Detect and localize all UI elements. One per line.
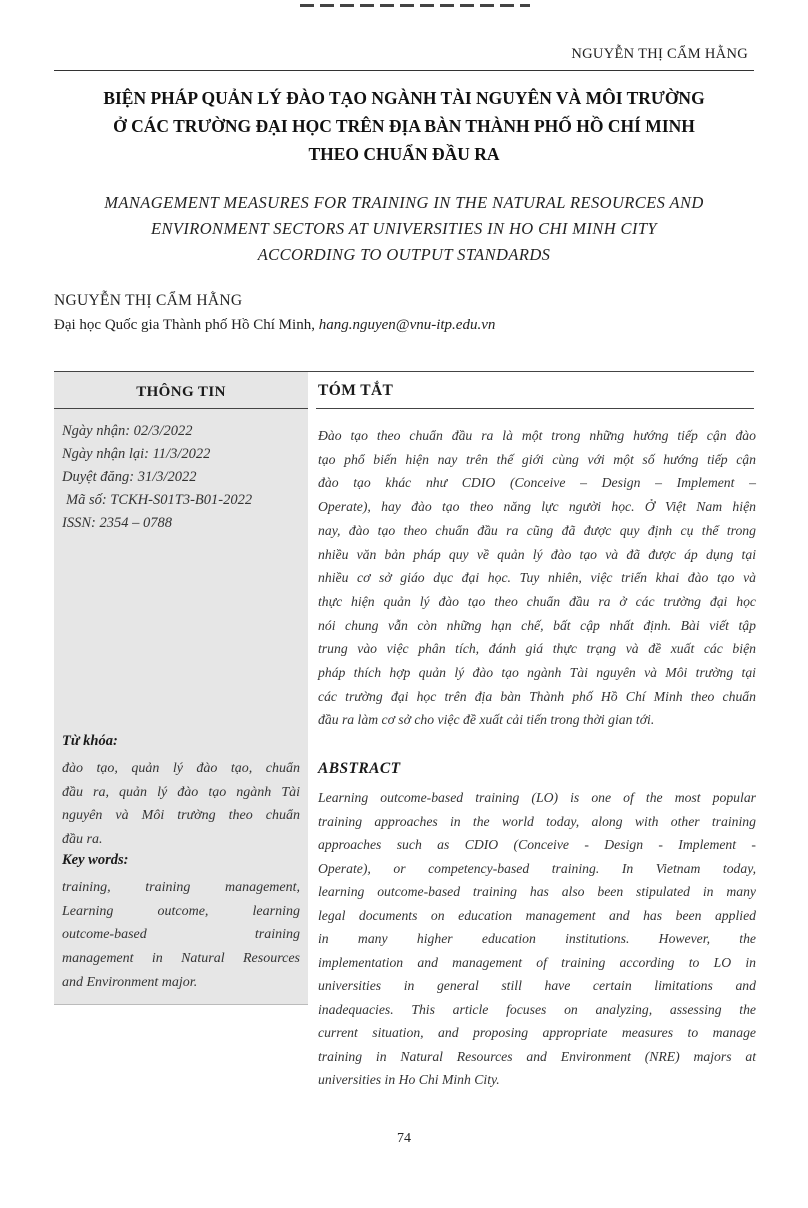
keywords-vn-line: đào tạo, quản lý đào tạo, chuẩn	[62, 761, 300, 776]
sidebar-heading-rule	[54, 408, 308, 409]
abstract-vn-line: nói chung vẫn còn những hạn chế, bất cập nhất định. Bài viết tập	[318, 617, 756, 633]
abstract-en-line: universities in Ho Chi Minh City.	[318, 1072, 500, 1087]
running-header: NGUYỄN THỊ CẨM HẰNG	[571, 46, 748, 62]
abstract-en-line: learning outcome-based training has also been stipulated in many	[318, 884, 756, 899]
abstract-en-line: inadequacies. This article focuses on analyzing, assessing the	[318, 1001, 756, 1017]
keywords-vn	[62, 757, 300, 851]
title-en-line: ACCORDING TO OUTPUT STANDARDS	[257, 245, 551, 264]
keywords-en-line: management in Natural Resources	[62, 951, 300, 967]
article-metadata	[62, 420, 252, 535]
abstract-vn-line: Operate), hay đào tạo theo năng lực người học. Ở Việt Nam hiện	[318, 499, 756, 515]
page-number: 74	[397, 1131, 411, 1146]
keywords-en-line: outcome-based training	[62, 927, 300, 943]
abstract-vn-line: nay, đào tạo theo chuẩn đầu ra cũng đã được quy định cụ thể trong	[318, 522, 756, 538]
abstract-vn-line: thực hiện quản lý đào tạo theo chuẩn đầu ra ở các trường đại học	[318, 593, 756, 609]
abstract-vn-heading: TÓM TẮT	[318, 382, 394, 399]
abstract-heading-rule	[316, 408, 754, 409]
title-en-line: MANAGEMENT MEASURES FOR TRAINING IN THE NATURAL RESOURCES AND	[104, 193, 704, 212]
abstract-en-line: implementation and management of training according to LO in	[318, 954, 756, 970]
title-vn-line: Ở CÁC TRƯỜNG ĐẠI HỌC TRÊN ĐỊA BÀN THÀNH PHỐ HỒ CHÍ MINH	[113, 116, 695, 136]
abstract-en-line: legal documents on education management and has been applied	[318, 907, 756, 923]
abstract-en-line: current situation, and proposing appropriate measures to manage	[318, 1025, 756, 1040]
keywords-en-line: and Environment major.	[62, 974, 198, 990]
abstract-vn-line: tạo phổ biến hiện nay trên thế giới cùng với một số hướng tiếp cận	[318, 451, 756, 467]
keywords-vn-line: đầu ra, quản lý đào tạo ngành Tài	[62, 784, 300, 800]
abstract-vn-line: trung vào việc phân tích, đánh giá thực trạng và đề xuất các biện	[318, 641, 756, 657]
keywords-vn-line: đầu ra.	[62, 831, 103, 847]
abstract-en-line: Learning outcome-based training (LO) is one of the most popular	[318, 790, 756, 805]
abstract-en-line: training in Natural Resources and Environment (NRE) majors at	[318, 1048, 756, 1064]
sidebar-bottom-rule	[54, 1004, 308, 1005]
abstract-vn-line: đào tạo khác như CDIO (Conceive – Design – Implement –	[318, 475, 756, 491]
title-en-line: ENVIRONMENT SECTORS AT UNIVERSITIES IN HO CHI MINH CITY	[150, 219, 658, 238]
keywords-en	[62, 876, 300, 995]
issn: ISSN: 2354 – 0788	[62, 515, 172, 531]
abstract-en-line: Operate), or competency-based training. In Vietnam today,	[318, 860, 756, 876]
abstract-en-body	[318, 786, 756, 1092]
abstract-vn-line: Đào tạo theo chuẩn đầu ra là một trong những hướng tiếp cận đào	[318, 428, 756, 443]
abstract-vn-line: pháp thích hợp quản lý đào tạo ngành Tài nguyên và Môi trường tại	[318, 665, 756, 681]
abstract-en-heading: ABSTRACT	[318, 760, 401, 777]
accepted-date: Duyệt đăng: 31/3/2022	[62, 469, 197, 485]
author-name: NGUYỄN THỊ CẨM HẰNG	[54, 292, 243, 309]
abstract-vn-line: đầu ra làm cơ sở cho việc đề xuất cải tiến trong thời gian tới.	[318, 712, 655, 728]
abstract-en-line: universities in general still have certain limitations and	[318, 978, 756, 993]
top-border-dash	[300, 4, 530, 7]
abstract-en-line: approaches such as CDIO (Conceive - Design - Implement -	[318, 837, 756, 852]
author-email[interactable]: hang.nguyen@vnu-itp.edu.vn	[318, 317, 496, 333]
abstract-en-line: training approaches in the world today, along with other training	[318, 813, 756, 829]
article-code: Mã số: TCKH-S01T3-B01-2022	[66, 492, 253, 508]
revised-date: Ngày nhận lại: 11/3/2022	[62, 446, 211, 462]
title-vietnamese	[54, 84, 754, 168]
title-vn-line: BIỆN PHÁP QUẢN LÝ ĐÀO TẠO NGÀNH TÀI NGUYÊN VÀ MÔI TRƯỜNG	[103, 88, 705, 108]
keywords-en-line: training, training management,	[62, 880, 300, 895]
header-rule	[54, 70, 754, 71]
title-vn-line: THEO CHUẨN ĐẦU RA	[308, 144, 500, 164]
article-info-heading: THÔNG TIN	[136, 384, 226, 400]
affiliation-text: Đại học Quốc gia Thành phố Hồ Chí Minh,	[54, 317, 315, 333]
abstract-vn-line: nhiều văn bản pháp quy về quản lý đào tạo và đã được áp dụng tại	[318, 546, 756, 562]
abstract-en-line: in many higher education institutions. However, the	[318, 931, 756, 946]
keywords-en-line: Learning outcome, learning	[62, 903, 300, 919]
abstract-vn-line: nhiều cơ sở giáo dục đại học. Tuy nhiên, việc triển khai đào tạo và	[318, 570, 756, 586]
title-english	[54, 190, 754, 268]
keywords-vn-label: Từ khóa:	[62, 733, 118, 749]
abstract-vn-line: các trường đại học trên địa bàn Thành phố Hồ Chí Minh theo chuẩn	[318, 688, 756, 704]
keywords-en-label: Key words:	[62, 852, 129, 868]
keywords-vn-line: nguyên và Môi trường theo chuẩn	[62, 808, 300, 823]
received-date: Ngày nhận: 02/3/2022	[62, 423, 193, 439]
abstract-vn-body	[318, 424, 756, 732]
author-affiliation	[54, 317, 495, 334]
